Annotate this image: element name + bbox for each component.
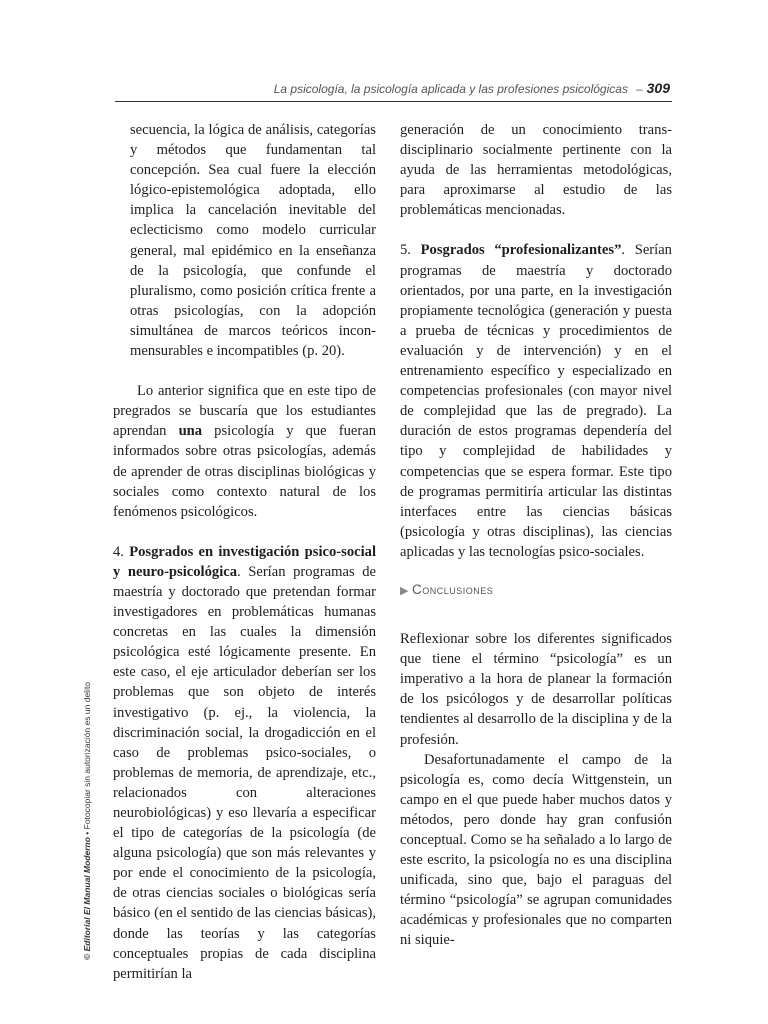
left-column bbox=[113, 120, 376, 984]
bold-text: una bbox=[178, 423, 203, 440]
list-number: 5. bbox=[400, 242, 421, 259]
triangle-right-icon: ▶ bbox=[400, 584, 409, 597]
section-heading bbox=[400, 580, 672, 601]
section-heading-text: Conclusiones bbox=[411, 581, 494, 597]
paragraph: Reflexionar sobre los diferentes significados que tiene el término “psicología” es un imperativo a la hora de planear la formación de los psicólogos y de desarrollar políticas tendientes al desarrollo de la disciplina y de la profesión. bbox=[400, 631, 672, 748]
header-dash: – bbox=[635, 82, 643, 96]
running-title: La psicología, la psicología aplicada y las profesiones psicológicas bbox=[273, 82, 628, 96]
list-number: 4. bbox=[113, 543, 130, 560]
header-rule bbox=[115, 101, 672, 102]
publisher-name: © Editorial El Manual Moderno bbox=[82, 837, 92, 960]
list-item-4 bbox=[113, 542, 376, 984]
right-column bbox=[400, 120, 672, 951]
paragraph-text: psicología y que fueran informados sobre otras psicologías, además de aprender de otras disciplinas biológicas y sociales como contexto natural de los fenómenos psicológicos. bbox=[113, 423, 376, 520]
paragraph: Desafortunadamente el campo de la psicología es, como decía Wittgenstein, un campo en el que puede haber muchos datos y métodos, pero donde hay gran confusión conceptual. Como se ha señalado a lo largo de este escrito, la psicología no es una disciplina unificada, sino que, bajo el paraguas del término “psicología” se agrupan comunidades académicas y profesionales que no comparten ni siquie- bbox=[400, 751, 672, 949]
running-header bbox=[115, 80, 670, 96]
copyright-notice bbox=[82, 682, 92, 960]
paragraph bbox=[113, 381, 376, 522]
block-quote: secuencia, la lógica de análisis, categorías y métodos que fundamentan tal concepción. Sea cual fuere la elección lógico-epistemológica adoptada, ello implica la cancelación inevitable del eclecticismo como modelo curricular general, mal epidémico en la enseñanza de la psicología, que confunde el pluralismo, como posición crítica frente a otras psicologías, con la adopción simultánea de marcos teóricos inconmensurables e incompatibles (p. 20). bbox=[130, 122, 376, 360]
paragraph: generación de un conocimiento transdisciplinario socialmente pertinente con la ayuda de las herramientas metodológicas, para aproximarse al estudio de las problemáticas mencionadas. bbox=[400, 122, 672, 219]
paragraph-text: Lo anterior significa que en este tipo de pregrados se buscaría que los estudiantes aprendan bbox=[113, 383, 376, 440]
list-item-5 bbox=[400, 240, 672, 562]
page-number: 309 bbox=[646, 80, 670, 96]
copy-warning: • Fotocopiar sin autorización es un delito bbox=[82, 681, 92, 838]
list-item-text: . Serían programas de maestría y doctorado que pretendan formar investigadores en problemáticas humanas concretas en las cuales la dimensión psicológica esté lógicamente presente. En este caso, el eje articulador deberían ser los problemas que son objeto de interés investigativo (p. ej., la violencia, la discriminación social, la drogadicción en el caso de problemas psico-sociales, o problemas de memoria, de aprendizaje, etc., relacionados con alteraciones neurobiológicas) y eso llevaría a especificar el tipo de categorías de la psicología (de alguna psicología) que son más relevantes y por ende el conocimiento de la psicología, de otras ciencias sociales o biológicas sería básico (en el sentido de las ciencias básicas), donde las teorías y las categorías conceptuales propias de cada disciplina permitirían la bbox=[113, 563, 376, 982]
list-item-title: Posgrados “profesionalizantes” bbox=[420, 242, 622, 259]
list-item-text: . Serían programas de maestría y doctorado orientados, por una parte, en la investigación propiamente tecnológica (generación y puesta a prueba de técnicas y procedimientos de evaluación y de intervención) y en el entrenamiento específico y especializado en competencias profesionales (con mayor nivel de complejidad que las de pregrado). La duración de estos programas dependería del tipo y complejidad de habilidades y competencias que se espera formar. Este tipo de programas permitiría articular las distintas interfaces entre las ciencias básicas (psicología y otras disciplinas), las ciencias aplicadas y las tecnologías psico-sociales. bbox=[400, 242, 672, 560]
list-item-title: Posgrados en investigación psico-social y neuro-psicológica bbox=[113, 543, 377, 580]
